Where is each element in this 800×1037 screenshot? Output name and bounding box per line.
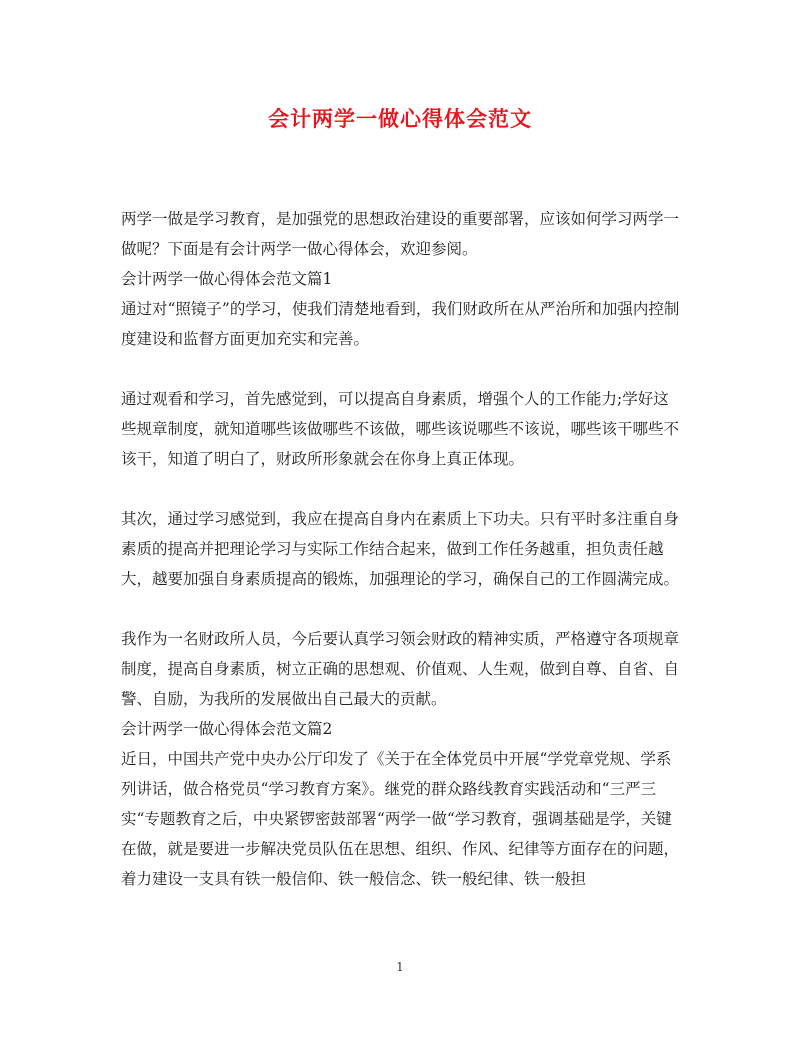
page-number: 1 [396,960,404,974]
paragraph: 通过观看和学习，首先感觉到，可以提高自身素质，增强个人的工作能力;学好这些规章制度，就知道哪些该做哪些不该做，哪些该说哪些不该说，哪些该干哪些不该干，知道了明白了，财政所形象就会在你身上真正体现。 [121,390,680,468]
document-title: 会计两学一做心得体会范文 [268,106,532,131]
section-heading-2: 会计两学一做心得体会范文篇2 [121,720,333,738]
paragraph: 近日，中国共产党中央办公厅印发了《关于在全体党员中开展“学党章党规、学系列讲话，做合格党员“学习教育方案》。继党的群众路线教育实践活动和“三严三实“专题教育之后，中央紧锣密鼓部署“两学一做“学习教育，强调基础是学，关键在做，就是要进一步解决党员队伍在思想、组织、作风、纪律等方面存在的问题，着力建设一支具有铁一般信仰、铁一般信念、铁一般纪律、铁一般担 [121,750,680,888]
section-heading-1: 会计两学一做心得体会范文篇1 [121,270,333,288]
document-body [121,204,683,894]
paragraph-intro: 两学一做是学习教育，是加强党的思想政治建设的重要部署，应该如何学习两学一做呢？下面是有会计两学一做心得体会，欢迎参阅。 [121,210,680,258]
paragraph: 通过对“照镜子”的学习，使我们清楚地看到，我们财政所在从严治所和加强内控制度建设和监督方面更加充实和完善。 [121,300,680,348]
paragraph: 我作为一名财政所人员，今后要认真学习领会财政的精神实质，严格遵守各项规章制度，提高自身素质，树立正确的思想观、价值观、人生观，做到自尊、自省、自警、自励，为我所的发展做出自己最大的贡献。 [121,630,680,708]
paragraph: 其次，通过学习感觉到，我应在提高自身内在素质上下功夫。只有平时多注重自身素质的提高并把理论学习与实际工作结合起来，做到工作任务越重，担负责任越大，越要加强自身素质提高的锻炼，加强理论的学习，确保自己的工作圆满完成。 [121,510,680,588]
